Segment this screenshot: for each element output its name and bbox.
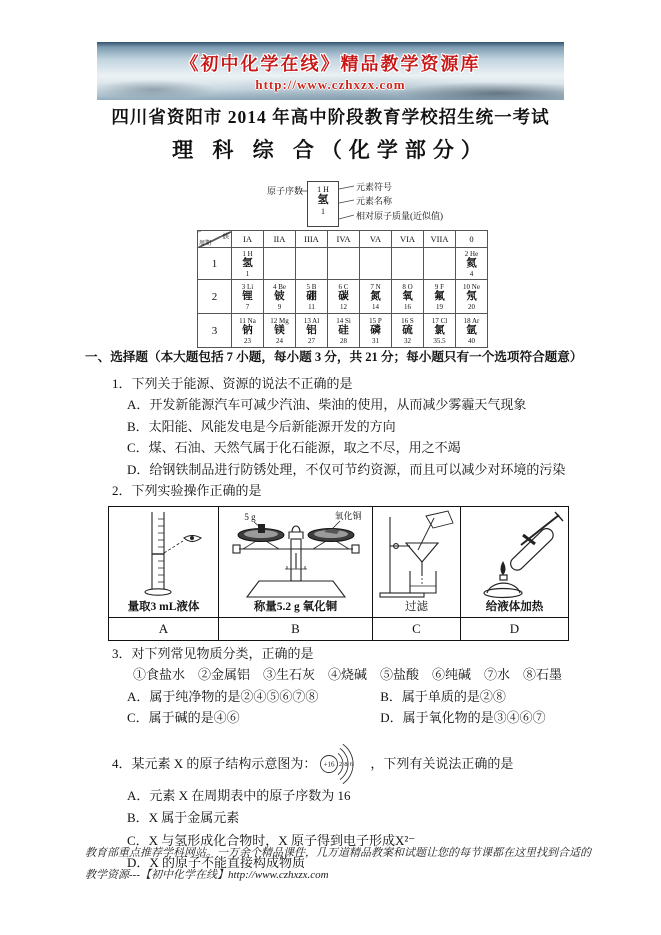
subject-title: 理 科 综 合（化学部分） bbox=[172, 138, 489, 162]
legend-mass-label: 相对原子质量(近似值) bbox=[356, 211, 443, 221]
element-cell: 12 Mg 镁 24 bbox=[264, 314, 296, 348]
empty-cell bbox=[360, 248, 392, 280]
corner-period-label: 周期 bbox=[199, 241, 212, 247]
corner-group-label: 族 bbox=[222, 233, 229, 240]
period-label: 3 bbox=[198, 314, 232, 348]
legend-atomic-number-label: 原子序数 bbox=[267, 186, 304, 196]
empty-cell bbox=[328, 248, 360, 280]
group-header: IA bbox=[232, 231, 264, 248]
figure-d-caption: 给液体加热 bbox=[485, 600, 544, 613]
eye-icon bbox=[190, 536, 194, 540]
figure-label-a: A bbox=[109, 617, 219, 640]
element-legend bbox=[197, 180, 487, 230]
group-header: IIIA bbox=[296, 231, 328, 248]
balance-drawing bbox=[221, 509, 371, 599]
footer-line-1: 教育部重点推荐学科网站。一万余个精品课件，几万道精品教案和试题让您的每节课都在这里找到合适的 bbox=[85, 847, 591, 859]
q3-option-row-1 bbox=[85, 686, 582, 708]
q3-stem: 3．对下列常见物质分类，正确的是 bbox=[112, 645, 314, 661]
figure-label-b: B bbox=[219, 617, 373, 640]
q2-stem: 2．下列实验操作正确的是 bbox=[112, 483, 262, 498]
legend-symbol-label: 元素符号 bbox=[356, 182, 393, 192]
figure-label-c: C bbox=[373, 617, 461, 640]
legend-sample-number-symbol: 1 H bbox=[317, 185, 329, 194]
shell-1-electrons: 2 bbox=[339, 760, 343, 768]
q4-option-b: B．X 属于金属元素 bbox=[127, 810, 240, 825]
q3-option-c: C．属于碱的是④⑥ bbox=[127, 710, 240, 725]
site-banner bbox=[97, 42, 564, 100]
figure-cell-b bbox=[219, 506, 373, 617]
group-header: VA bbox=[360, 231, 392, 248]
q3-option-b: B．属于单质的是②⑧ bbox=[380, 688, 506, 704]
table-corner-cell bbox=[198, 231, 232, 248]
q3-option-d: D．属于氧化物的是③④⑥⑦ bbox=[380, 710, 546, 725]
atom-structure-diagram bbox=[318, 742, 368, 786]
substance-label: 氧化铜 bbox=[333, 510, 362, 521]
element-cell: 13 Al 铝 27 bbox=[296, 314, 328, 348]
periodic-table bbox=[197, 230, 488, 348]
q4-stem-suffix: ，下列有关说法正确的是 bbox=[370, 755, 514, 771]
element-cell: 18 Ar 氩 40 bbox=[456, 314, 488, 348]
legend-connector-lines bbox=[197, 180, 487, 230]
shell-2-electrons: 8 bbox=[344, 760, 349, 768]
q4-stem bbox=[85, 743, 582, 785]
empty-cell bbox=[264, 248, 296, 280]
element-cell: 3 Li 锂 7 bbox=[232, 280, 264, 314]
element-cell: 17 Cl 氯 35.5 bbox=[424, 314, 456, 348]
group-header: IVA bbox=[328, 231, 360, 248]
figure-c-caption: 过滤 bbox=[405, 600, 428, 613]
group-header: 0 bbox=[456, 231, 488, 248]
footer-line-2: 教学资源---【初中化学在线】http://www.czhxzx.com bbox=[85, 868, 329, 881]
q1-option-d: D．给钢铁制品进行防锈处理，不仅可节约资源，而且可以减少对环境的污染 bbox=[127, 461, 566, 477]
q4-option-a: A．元素 X 在周期表中的原子序数为 16 bbox=[127, 787, 351, 803]
element-cell: 14 Si 硅 28 bbox=[328, 314, 360, 348]
page-footer bbox=[85, 843, 600, 886]
figure-cell-c bbox=[373, 506, 461, 617]
nucleus-charge: +16 bbox=[323, 760, 335, 768]
question-section bbox=[85, 347, 582, 875]
legend-sample-name: 氢 bbox=[317, 194, 329, 206]
group-header: IIA bbox=[264, 231, 296, 248]
q3-option-row-2 bbox=[85, 707, 582, 729]
element-cell: 5 B 硼 11 bbox=[296, 280, 328, 314]
q4-stem-prefix: 4．某元素 X 的原子结构示意图为： bbox=[112, 755, 317, 771]
q1-option-c: C．煤、石油、天然气属于化石能源，取之不尽，用之不竭 bbox=[127, 440, 461, 455]
figure-b-caption: 称量5.2 g 氧化铜 bbox=[253, 600, 338, 613]
weight-icon bbox=[258, 524, 265, 533]
group-header: VIIA bbox=[424, 231, 456, 248]
element-cell: 11 Na 钠 23 bbox=[232, 314, 264, 348]
element-cell: 10 Ne 氖 20 bbox=[456, 280, 488, 314]
period-label: 2 bbox=[198, 280, 232, 314]
legend-sample-element-box bbox=[307, 181, 339, 227]
element-cell: 2 He 氦 4 bbox=[456, 248, 488, 280]
q1-option-b: B．太阳能、风能发电是今后新能源开发的方向 bbox=[127, 418, 396, 434]
element-cell: 1 H 氢 1 bbox=[232, 248, 264, 280]
banner-url: http://www.czhxzx.com bbox=[255, 76, 406, 92]
q3-option-a: A．属于纯净物的是②④⑤⑥⑦⑧ bbox=[127, 688, 319, 704]
legend-name-label: 元素名称 bbox=[356, 196, 393, 206]
weight-label: 5 g bbox=[243, 511, 256, 522]
q1-option-a: A．开发新能源汽车可减少汽油、柴油的使用，从而减少雾霾天气现象 bbox=[127, 397, 527, 412]
empty-cell bbox=[392, 248, 424, 280]
figure-cell-d bbox=[461, 506, 569, 617]
empty-cell bbox=[296, 248, 328, 280]
element-cell: 7 N 氮 14 bbox=[360, 280, 392, 314]
figure-label-d: D bbox=[461, 617, 569, 640]
element-cell: 16 S 硫 32 bbox=[392, 314, 424, 348]
q4-option-d: D．X 的原子不能直接构成物质 bbox=[127, 855, 306, 870]
q4-option-c: C．X 与氢形成化合物时，X 原子得到电子形成X²⁻ bbox=[127, 832, 416, 848]
legend-sample-mass: 1 bbox=[321, 207, 325, 216]
q3-substance-list: ①食盐水 ②金属铝 ③生石灰 ④烧碱 ⑤盐酸 ⑥纯碱 ⑦水 ⑧石墨 bbox=[133, 667, 563, 682]
graduated-cylinder-drawing bbox=[114, 509, 214, 599]
element-cell: 9 F 氟 19 bbox=[424, 280, 456, 314]
period-label: 1 bbox=[198, 248, 232, 280]
element-cell: 8 O 氧 16 bbox=[392, 280, 424, 314]
filtration-drawing bbox=[376, 509, 458, 599]
flame-icon bbox=[500, 561, 505, 575]
shell-3-electrons: 6 bbox=[350, 760, 354, 768]
exam-title: 四川省资阳市 2014 年高中阶段教育学校招生统一考试 bbox=[111, 107, 550, 127]
figure-cell-a bbox=[109, 506, 219, 617]
banner-title: 《初中化学在线》精品教学资源库 bbox=[180, 53, 481, 74]
element-cell: 6 C 碳 12 bbox=[328, 280, 360, 314]
figure-a-caption: 量取3 mL液体 bbox=[127, 600, 200, 613]
element-cell: 15 P 磷 31 bbox=[360, 314, 392, 348]
q1-stem: 1．下列关于能源、资源的说法不正确的是 bbox=[112, 375, 353, 391]
element-cell: 4 Be 铍 9 bbox=[264, 280, 296, 314]
heating-liquid-drawing bbox=[463, 509, 567, 599]
section-heading: 一、选择题（本大题包括 7 小题，每小题 3 分，共 21 分；每小题只有一个选项符合题意） bbox=[85, 350, 583, 364]
group-header: VIA bbox=[392, 231, 424, 248]
q2-figure-table bbox=[108, 506, 569, 641]
empty-cell bbox=[424, 248, 456, 280]
